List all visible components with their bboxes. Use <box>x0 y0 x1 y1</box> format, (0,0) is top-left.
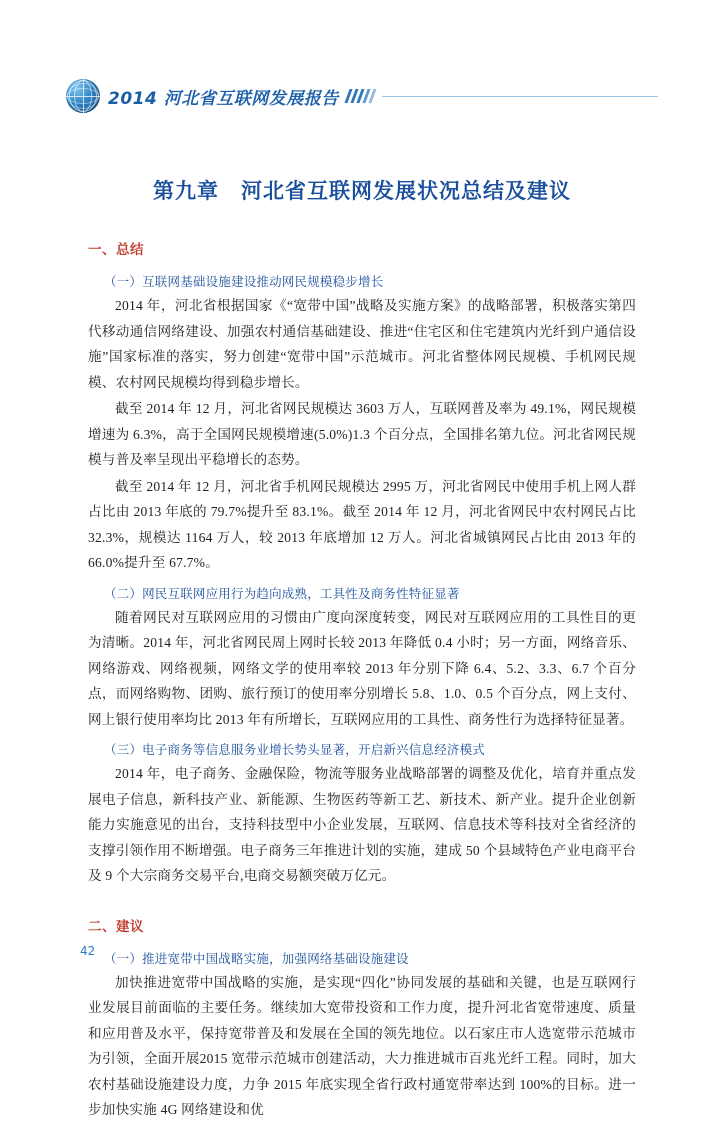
globe-icon <box>66 79 100 113</box>
slash-bars-icon <box>347 89 374 103</box>
header-divider <box>382 96 658 97</box>
subsection-heading: （二）网民互联网应用行为趋向成熟，工具性及商务性特征显著 <box>104 585 460 601</box>
paragraph: 随着网民对互联网应用的习惯由广度向深度转变，网民对互联网应用的工具性目的更为清晰。2014 年，河北省网民周上网时长较 2013 年降低 0.4 小时；另一方面，网络音乐、网络游戏、网络视频，网络文学的使用率较 2013 年分别下降 6.4、5.2、3.3、6.7 个百分点，而网络购物、团购、旅行预订的使用率分别增长 5.8、1.0、0.5 个百分点，网上支付、网上银行使用率均比 2013 年有所增长，互联网应用的工具性、商务性行为选择特征显著。 <box>88 609 636 727</box>
subsection-heading: （三）电子商务等信息服务业增长势头显著，开启新兴信息经济模式 <box>104 742 486 757</box>
content-block <box>88 272 636 576</box>
page-number: 42 <box>80 944 96 958</box>
report-title: 2014 河北省互联网发展报告 <box>108 88 339 109</box>
chapter-name: 河北省互联网发展状况总结及建议 <box>241 179 571 203</box>
paragraph: 截至 2014 年 12 月，河北省手机网民规模达 2995 万，河北省网民中使用手机上网人群占比由 2013 年底的 79.7%提升至 83.1%。截至 2014 年 12 月，河北省网民中农村网民占比 32.3%，规模达 1164 万人，较 2013 年底增加 12 万人。河北省城镇网民占比由 2013 年的 66.0%提升至 67.7%。 <box>88 478 636 570</box>
subsection-heading: （一）互联网基础设施建设推动网民规模稳步增长 <box>104 274 384 289</box>
document-body <box>88 238 636 1124</box>
section-heading-suggestions: 二、建议 <box>88 918 144 935</box>
page-header <box>66 78 658 114</box>
paragraph: 2014 年，电子商务、金融保险，物流等服务业战略部署的调整及优化，培育并重点发展电子信息，新科技产业、新能源、生物医药等新工艺、新技术、新产业。提升企业创新能力实施意见的出台，支持科技型中小企业发展，互联网、信息技术等科技对全省经济的支撑引领作用不断增强。电子商务三年推进计划的实施，建成 50 个县域特色产业电商平台及 9 个大宗商务交易平台,电商交易额突破万亿元。 <box>88 766 636 883</box>
page-title <box>66 175 658 205</box>
paragraph: 加快推进宽带中国战略的实施，是实现“四化”协同发展的基础和关键，也是互联网行业发展目前面临的主要任务。继续加大宽带投资和工作力度，提升河北省宽带速度、质量和应用普及水平，保持宽带普及和发展在全国的领先地位。以石家庄市人选宽带示范城市为引领，全面开展2015 宽带示范城市创建活动，大力推进城市百兆光纤工程。同时，加大农村基础设施建设力度，力争 2015 年底实现全省行政村通宽带率达到 100%的目标。进一步加快实施 4G 网络建设和优 <box>88 974 636 1117</box>
paragraph: 2014 年，河北省根据国家《“宽带中国”战略及实施方案》的战略部署，积极落实第四代移动通信网络建设、加强农村通信基础建设、推进“住宅区和住宅建筑内光纤到户通信设施”国家标准的落实，努力创建“宽带中国”示范城市。河北省整体网民规模、手机网民规模、农村网民规模均得到稳步增长。 <box>88 298 636 390</box>
content-block <box>88 949 636 1123</box>
section-heading-summary: 一、总结 <box>88 242 144 258</box>
subsection-heading: （一）推进宽带中国战略实施，加强网络基础设施建设 <box>104 950 409 966</box>
chapter-number: 第九章 <box>153 179 219 203</box>
paragraph: 截至 2014 年 12 月，河北省网民规模达 3603 万人，互联网普及率为 49.1%，网民规模增速为 6.3%，高于全国网民规模增速(5.0%)1.3 个百分点，全国排名第九位。河北省网民规模与普及率呈现出平稳增长的态势。 <box>88 401 636 467</box>
content-block <box>88 740 636 889</box>
content-block <box>88 584 636 733</box>
